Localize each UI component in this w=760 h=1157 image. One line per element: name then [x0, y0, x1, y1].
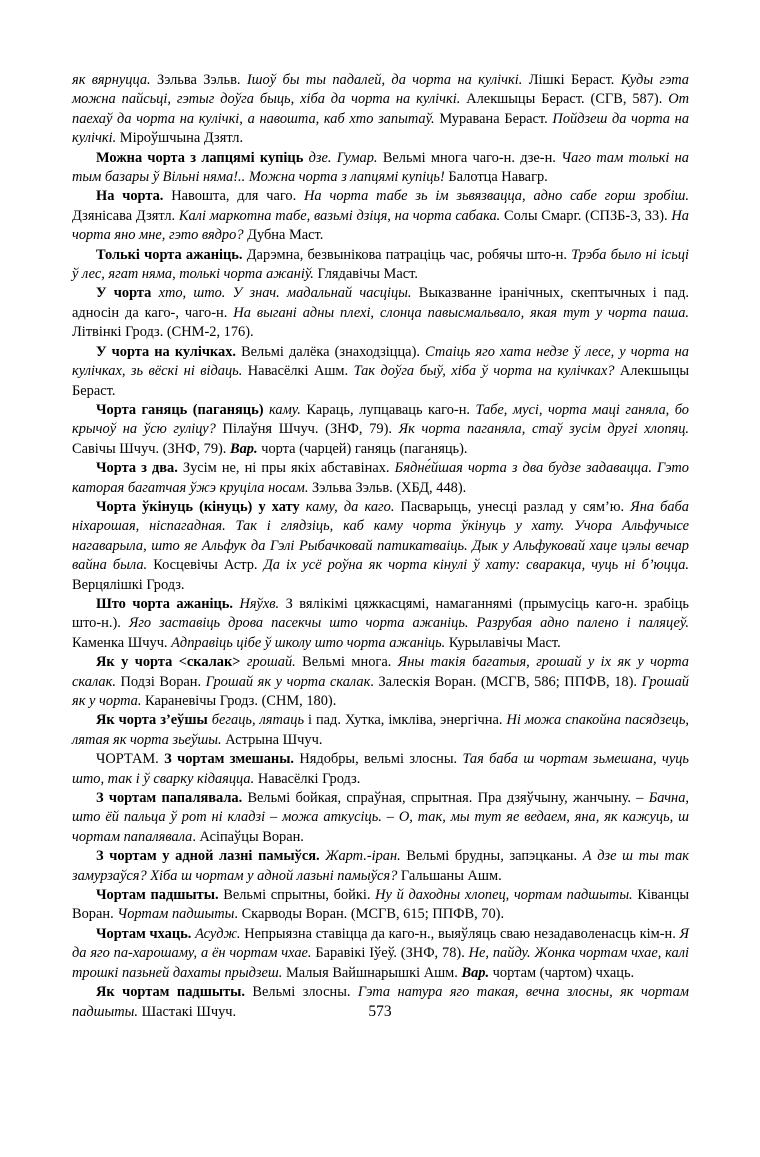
entry-text: . Скарводы Воран. (МСГВ, 615; ППФВ, 70). [234, 906, 505, 923]
dictionary-entry [72, 595, 689, 653]
entry-text: Вельмі бойкая, спраўная, спрытная. Пра дзяўчыну, жанчыну. – [242, 790, 649, 807]
italic-text: Калі маркотна табе, вазьмі дзіця, на чорта сабака. [178, 207, 501, 224]
entry-text: Навасёлкі Гродз. [254, 770, 361, 787]
headword: На чорта. [96, 188, 164, 205]
entry-text: Міроўшчына Дзятл. [116, 130, 244, 147]
entry-text: і пад. Хутка, імкліва, энергічна. [304, 712, 507, 729]
italic-text: Да іх усё роўна як чорта кінулі ў хату: сваракца, чуць ні б’юцца. [263, 557, 689, 574]
headword: З чортам змешаны. [164, 751, 295, 768]
italic-text: Грошай як у чорта скалак [205, 673, 371, 690]
entry-text: Верцялішкі Гродз. [72, 576, 185, 593]
entry-text: Малыя Вайшнарышкі Ашм. [282, 964, 462, 981]
entry-text: Глядавічы Маст. [313, 266, 418, 283]
italic-text: Чаго там толькі на тым базары ў Вільні няма!.. Можна чорта з лапцямі купіць! [72, 149, 689, 186]
dictionary-entry [72, 847, 689, 886]
headword: У чорта [96, 285, 152, 302]
dictionary-entry [72, 653, 689, 711]
entry-text: Нядобры, вельмі злосны. [294, 751, 463, 768]
entry-text: Пасварыць, унесці разлад у сям’ю. [394, 498, 631, 515]
italic-text: Гэта натура яго такая, вечна злосны, як чортам падшыты. [72, 984, 689, 1020]
headword: Як чорта з’еўшы [96, 712, 208, 729]
dictionary-entry [72, 459, 689, 498]
italic-text: А дзе ш ты так замурзаўся? Хіба ш чортам у адной лазьні памыўся? [72, 848, 689, 884]
entry-text: Пілаўня Шчуч. (ЗНФ, 79). [215, 421, 399, 438]
italic-text: Ішоў бы ты падалей, да чорта на кулічкі. [246, 72, 523, 88]
dictionary-entry [72, 187, 689, 245]
dictionary-entry [72, 711, 689, 750]
headword: Чорта ганяць (паганяць) [96, 401, 264, 418]
entry-text: Дарэмна, безвынікова патраціць час, робячы што-н. [242, 246, 572, 263]
entry-text: Шастакі Шчуч. [138, 1003, 237, 1020]
entry-text: Вельмі многа. [295, 654, 398, 671]
headword: Што чорта ажаніць. [96, 595, 233, 612]
headword: Чортам падшыты. [96, 887, 219, 904]
italic-text: каму. [269, 401, 301, 418]
dictionary-entry [72, 789, 689, 847]
entry-text: Вельмі многа чаго-н. дзе-н. [377, 149, 562, 166]
entry-text: Навасёлкі Ашм. [242, 363, 354, 380]
headword: З чортам папалявала. [96, 790, 243, 807]
italic-text: Ні можа спакойна пасядзець, лятая як чорта зьеўшы. [72, 712, 689, 748]
italic-text: Так доўга быў, хіба ў чорта на кулічках? [353, 363, 615, 380]
entry-text: . Залескія Воран. (МСГВ, 586; ППФВ, 18). [370, 673, 642, 690]
entry-text: Каменка Шчуч. [72, 634, 172, 651]
entry-text [151, 285, 158, 301]
italic-text: Бачна, што ёй пальца ў рот ні кладзі – можа аткусіць. – О, так, мы тут яе ведаем, яна, як кажуць, ш чортам папалявала [72, 790, 689, 845]
headword: Чорта з два. [96, 460, 178, 477]
entry-text: Подзі Воран. [115, 673, 206, 690]
headword: Як чортам падшыты. [96, 984, 245, 1001]
headword: Можна чорта з лапцямі купіць [96, 149, 304, 166]
italic-text: бегаць, лятаць [211, 712, 304, 729]
dictionary-entry [72, 750, 689, 789]
italic-text: На выгані адны плехі, слонца павысмальвало, якая тут у чорта паша. [233, 304, 689, 321]
entry-text: Балотца Навагр. [444, 169, 548, 186]
entry-text: Савічы Шчуч. (ЗНФ, 79). [72, 440, 231, 457]
italic-text: Яна баба ніхарошая, ніспагадная. Так і глядзіць, каб каму чорта ўкінуць у хату. Учора Альфучысе нагаварыла, што яе Альфук да Гэлі Рыбачковай патикатваіць. Дык у Альфуковай хаце цэлы вечар вайна была. [72, 498, 689, 574]
headword: З чортам у адной лазні памыўся. [96, 848, 320, 865]
variant-label: Вар. [461, 964, 490, 981]
italic-text: На чорта яно мне, гэто вядро? [72, 207, 689, 244]
entry-text: чортам (чартом) чхаць. [489, 964, 635, 981]
italic-text: От паехаў да чорта на кулічкі, а навошта, каб хто запытаў. [72, 91, 689, 127]
dictionary-entry [72, 343, 689, 401]
entry-text: чорта (чарцей) ганяць (паганяць). [257, 440, 468, 457]
dictionary-entry [72, 925, 689, 983]
italic-text: як вярнуцца. [72, 72, 151, 88]
entry-text: Зусім не, ні пры якіх абставінах. [177, 460, 395, 477]
entry-text: Баравікі Іўеў. (ЗНФ, 78). [311, 945, 469, 962]
italic-text: Грошай як у чорта. [72, 673, 689, 709]
italic-text: Яны такія багатыя, грошай у іх як у чорта скалак. [72, 654, 689, 690]
italic-text: Табе, мусі, чорта маці ганяла, бо крычоў на ўсю гуліцу? [72, 401, 689, 438]
entry-text: Вельмі злосны. [244, 984, 358, 1001]
entry-text: Дзянісава Дзятл. [72, 207, 179, 224]
entry-text: З вялікімі цяжкасцямі, намаганнямі (прымусіць каго-н. зрабіць што-н.). [72, 595, 689, 632]
entry-text: . Асіпаўцы Воран. [192, 828, 304, 845]
italic-text: Як чорта паганяла, стаў зусім другі хлопяц. [398, 421, 689, 438]
dictionary-entry [72, 498, 689, 595]
entry-text: Вельмі спрытны, бойкі. [218, 887, 376, 904]
italic-text: Асудж. [195, 925, 241, 942]
entry-text: Ківанцы Воран. [72, 887, 690, 923]
entry-text: Зэльва Зэльв. (ХБД, 448). [308, 479, 467, 496]
entry-text: Астрына Шчуч. [221, 731, 323, 748]
italic-text: Тая баба ш чортам зьмешана, чуць што, так і ў сварку кідаяцца. [72, 751, 689, 787]
italic-text: На чорта табе зь ім зьвязвацца, адно сабе горш зробіш. [304, 188, 689, 205]
entry-text: Солы Смарг. (СПЗБ-3, 33). [500, 207, 672, 224]
dictionary-entry [72, 246, 689, 285]
entry-text: Зэльва Зэльв. [150, 72, 247, 88]
entry-text: Алекшыцы Бераст. (СГВ, 587). [460, 91, 669, 108]
italic-text: Жарт.-іран. [325, 848, 401, 865]
dictionary-entry [72, 284, 689, 342]
italic-text: хто, што. У знач. мадальнай часціцы. [158, 285, 412, 302]
italic-text: дзе. Гумар. [308, 149, 378, 166]
italic-text: Куды гэта можна пайсьці, гэтыг доўга быць, хіба да чорта на кулічкі. [72, 72, 689, 108]
italic-text: Бядне́йшая чорта з два будзе задавацца. Гэто каторая багатчая ўжэ круціла носам. [72, 460, 689, 496]
italic-text: Пойдзеш да чорта на кулічкі. [72, 110, 690, 147]
page-number: 573 [368, 1003, 392, 1020]
italic-text: Няўхв. [239, 595, 280, 612]
entry-text: Выказванне іранічных, скептычных і пад. адносін да каго-, чаго-н. [72, 285, 689, 321]
headword: У чорта на кулічках. [96, 343, 236, 360]
italic-text: Трэба было ні ісьці ў лес, ягат няма, толькі чорта ажаніў. [72, 246, 689, 283]
entry-text: Косцевічы Астр. [147, 557, 264, 574]
dictionary-page-body [72, 71, 689, 1022]
dictionary-entry [72, 401, 689, 459]
entry-text: Курылавічы Маст. [445, 634, 561, 651]
italic-text: Чортам падшыты [117, 906, 235, 923]
entry-text: Вельмі далёка (знаходзіцца). [236, 343, 426, 360]
entry-text: Караць, лупцаваць каго-н. [300, 401, 476, 418]
entry-text: Лішкі Бераст. [522, 72, 621, 88]
entry-text: Муравана Бераст. [434, 110, 553, 127]
italic-text: Я да яго па-харошаму, а ён чортам чхае. [72, 925, 689, 962]
headword: Чорта ўкінуць (кінуць) у хату [96, 498, 300, 515]
dictionary-entry [72, 886, 689, 925]
entry-text: ЧОРТАМ. [96, 751, 165, 768]
entry-text: Літвінкі Гродз. (СНМ-2, 176). [72, 324, 254, 341]
dictionary-entry [72, 71, 689, 149]
entry-text: Караневічы Гродз. (СНМ, 180). [141, 693, 337, 709]
headword: Толькі чорта ажаніць. [96, 246, 243, 263]
entry-text: Навошта, для чаго. [163, 188, 305, 205]
dictionary-entry [72, 149, 689, 188]
headword: Чортам чхаць. [96, 925, 192, 942]
entry-text: Гальшаны Ашм. [397, 867, 502, 884]
headword: Як у чорта <скалак> [96, 654, 241, 671]
italic-text: каму, да каго. [305, 498, 395, 515]
italic-text: Ну й даходны хлопец, чортам падшыты. [375, 887, 633, 904]
italic-text: грошай. [246, 654, 296, 671]
variant-label: Вар. [230, 440, 258, 457]
entry-text: Дубна Маст. [243, 227, 324, 244]
entry-text: Вельмі брудны, запэцканы. [400, 848, 583, 865]
entry-text: Алекшыцы Бераст. [72, 363, 689, 399]
italic-text: Стаіць яго хата недзе ў лесе, у чорта на кулічках, зь вёскі ні відаць. [72, 343, 689, 380]
entry-text: Непрыязна ставіцца да каго-н., выяўляць сваю незадаволенасць кім-н. [240, 925, 680, 942]
italic-text: Яго заставіць дрова пасекчы што чорта ажаніць. Разрубая адно палено і паляцеў. [128, 615, 689, 632]
italic-text: Не, пайду. Жонка чортам чхае, калі трошкі пазьней дахаты прыдзеш. [72, 945, 689, 981]
italic-text: Адправіць цібе ў школу што чорта ажаніць. [171, 634, 446, 651]
